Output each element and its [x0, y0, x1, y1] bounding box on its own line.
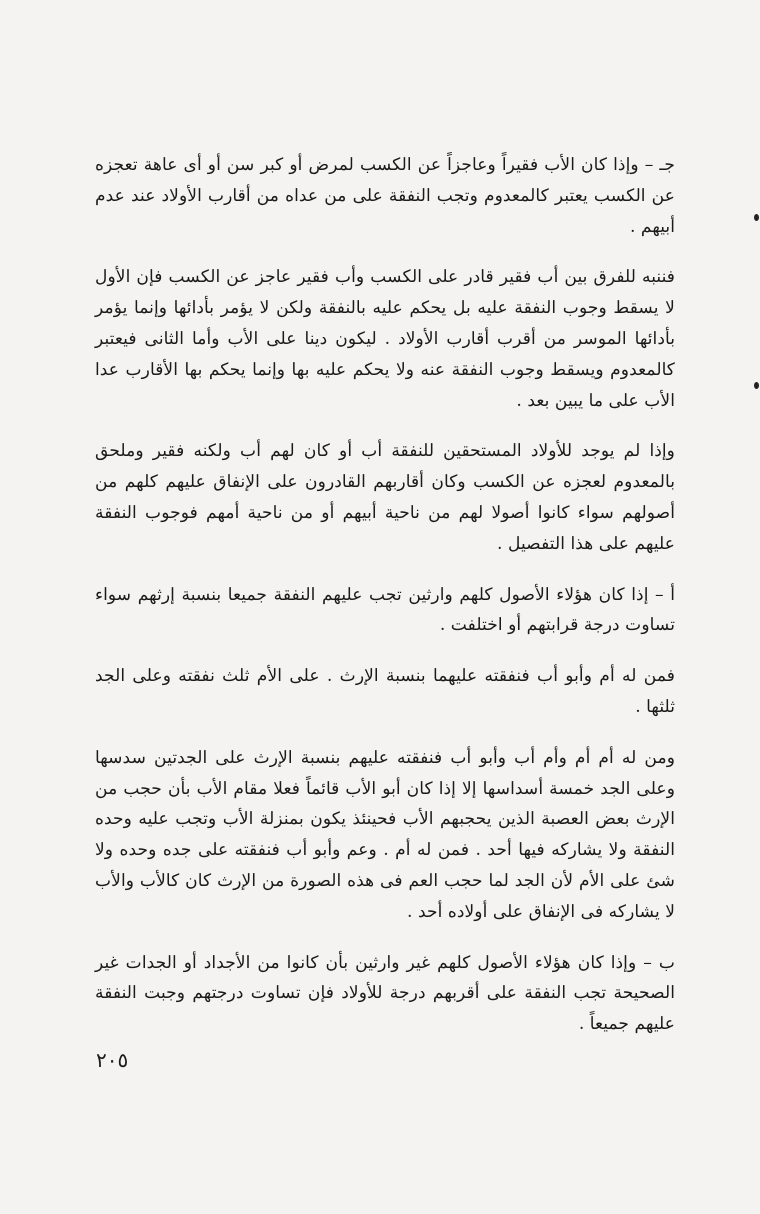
page-number: ٢٠٥	[96, 1048, 129, 1072]
paragraph-b-non-heir-ancestors: ب – وإذا كان هؤلاء الأصول كلهم غير وارثين بأن كانوا من الأجداد أو الجدات غير الصحيحة تجب النفقة على أقربهم درجة للأولاد فإن تساوت درجتهم وجبت النفقة عليهم جميعاً .	[95, 952, 675, 1035]
document-body	[95, 150, 675, 1060]
paragraph-c-poor-disabled-father: جـ – وإذا كان الأب فقيراً وعاجزاً عن الكسب لمرض أو كبر سن أو أى عاهة تعجزه عن الكسب يعتبر كالمعدوم وتجب النفقة على من عداه من أقارب الأولاد عند عدم أبيهم .	[95, 155, 675, 237]
scan-speck	[754, 382, 759, 389]
scan-speck	[754, 214, 759, 221]
paragraph-mother-grandfather-example: فمن له أم وأبو أب فنفقته عليهما بنسبة الإرث . على الأم ثلث نفقته وعلى الجد ثلثها .	[95, 666, 675, 717]
paragraph-no-father-ancestors: وإذا لم يوجد للأولاد المستحقين للنفقة أب أو كان لهم أب ولكنه فقير وملحق بالمعدوم لعجزه عن الكسب وكان أقاربهم القادرون على الإنفاق عليهم كلهم من أصولهم سواء كانوا أصولا لهم من ناحية أبيهم أو من ناحية أمهم فوجوب النفقة عليهم على هذا التفصيل .	[95, 441, 675, 554]
paragraph-a-heir-ancestors: أ – إذا كان هؤلاء الأصول كلهم وارثين تجب عليهم النفقة جميعا بنسبة إرثهم سواء تساوت درجة قرابتهم أو اختلفت .	[95, 584, 675, 636]
paragraph-grandmothers-example: ومن له أم أم وأم أب وأبو أب فنفقته عليهم بنسبة الإرث على الجدتين سدسها وعلى الجد خمسة أسداسها إلا إذا كان أبو الأب قائماً فعلا مقام الأب بأن حجب من الإرث بعض العصبة الذين يحجبهم الأب فحينئذ يكون بمنزلة الأب وتجب عليه وحده النفقة ولا يشاركه فيها أحد . فمن له أم . وعم وأبو أب فنفقته على جده وحده ولا شئ على الأم لأن الجد لما حجب العم فى هذه الصورة من الإرث كان كالأب والأب لا يشاركه فى الإنفاق على أولاده أحد .	[95, 747, 675, 922]
paragraph-poor-father-distinction: فننبه للفرق بين أب فقير قادر على الكسب وأب فقير عاجز عن الكسب فإن الأول لا يسقط وجوب النفقة عليه بل يحكم عليه بالنفقة ولكن لا يؤمر بأدائها وإنما يؤمر بأدائها الموسر من أقرب أقارب الأولاد . ليكون دينا على الأب وأما الثانى فيعتبر كالمعدوم ويسقط وجوب النفقة عنه ولا يحكم عليه بها وإنما يحكم بها الأقارب عدا الأب على ما يبين بعد .	[95, 267, 675, 411]
